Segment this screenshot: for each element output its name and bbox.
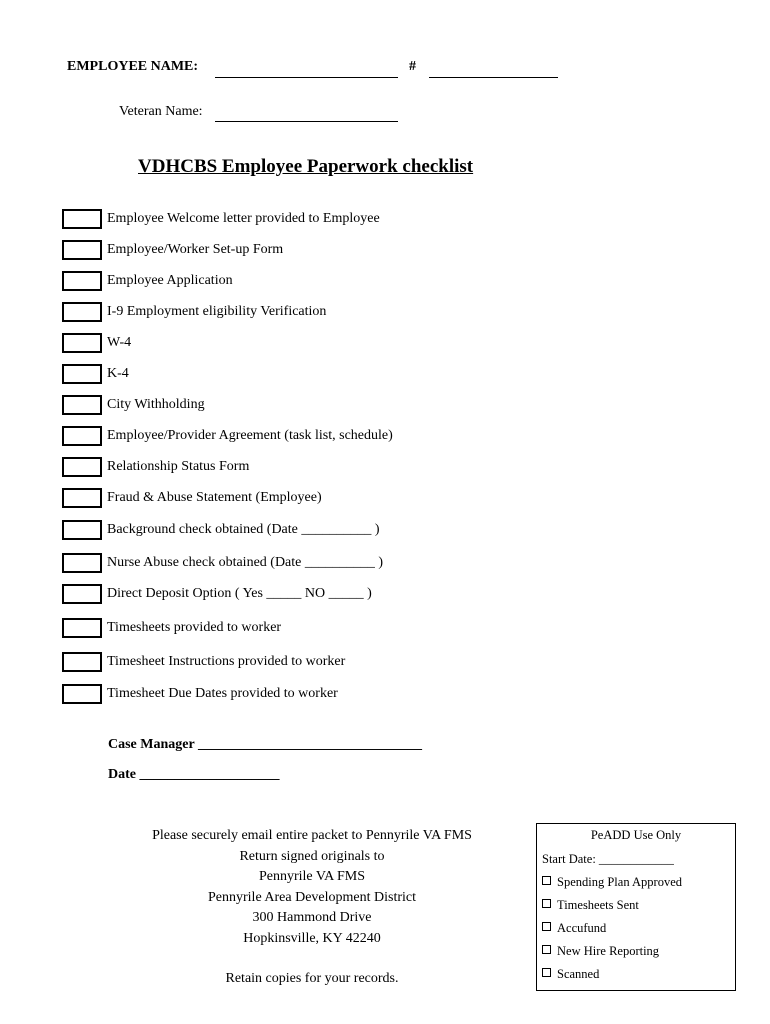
checkbox[interactable] (62, 209, 102, 229)
checkbox[interactable] (62, 584, 102, 604)
checkbox-icon (542, 876, 551, 885)
checklist-item (62, 650, 345, 674)
checkbox[interactable] (62, 364, 102, 384)
checklist-item (62, 207, 380, 231)
mailing-line: Hopkinsville, KY 42240 (243, 930, 381, 946)
office-use-title: PeADD Use Only (590, 828, 682, 842)
checkbox[interactable] (62, 553, 102, 573)
checkbox-icon (542, 945, 551, 954)
date-field[interactable]: Date ____________________ (108, 767, 280, 782)
checklist-item-label: Nurse Abuse check obtained (Date __________ ) (107, 555, 384, 570)
checklist-item-label: Relationship Status Form (107, 459, 250, 474)
checkbox-icon (542, 968, 551, 977)
mailing-line: 300 Hammond Drive (252, 910, 372, 925)
employee-name-label: EMPLOYEE NAME: (67, 59, 199, 74)
checklist-item (62, 238, 283, 262)
mailing-line: Return signed originals to (239, 848, 385, 864)
checkbox[interactable] (62, 333, 102, 353)
checklist-item (62, 331, 131, 355)
checklist-item (62, 582, 372, 606)
checklist-item-label: Employee Welcome letter provided to Employee (107, 211, 380, 226)
case-manager-field[interactable]: Case Manager ________________________________ (108, 737, 422, 752)
checklist-item-label: Fraud & Abuse Statement (Employee) (107, 490, 322, 505)
page-title: VDHCBS Employee Paperwork checklist (138, 156, 474, 177)
checkbox[interactable] (62, 271, 102, 291)
mailing-line: Pennyrile VA FMS (258, 869, 366, 884)
checklist-item (62, 300, 326, 324)
checklist-item (62, 393, 205, 417)
checklist-item-label: W-4 (107, 335, 132, 350)
checklist-item (62, 486, 322, 510)
checklist-item (62, 455, 249, 479)
checklist-item-label: Background check obtained (Date __________ ) (107, 522, 380, 537)
checkbox[interactable] (62, 395, 102, 415)
checkbox[interactable] (62, 240, 102, 260)
checklist-item-label: Timesheet Instructions provided to worker (107, 654, 346, 669)
mailing-line: Pennyrile Area Development District (208, 889, 416, 905)
office-use-item[interactable]: Accufund (542, 921, 606, 936)
veteran-name-field[interactable] (215, 121, 398, 122)
checklist-item-label: Timesheet Due Dates provided to worker (107, 686, 338, 701)
office-use-item[interactable]: Timesheets Sent (542, 898, 639, 913)
mailing-instructions (120, 826, 504, 990)
mailing-line: Please securely email entire packet to Pennyrile VA FMS (152, 828, 472, 843)
checkbox[interactable] (62, 520, 102, 540)
retain-copies-note: Retain copies for your records. (225, 971, 399, 986)
employee-name-field[interactable] (215, 77, 398, 78)
checklist-item (62, 616, 281, 640)
employee-number-label: # (409, 59, 416, 74)
checklist-item-label: I-9 Employment eligibility Verification (107, 304, 327, 319)
checklist-item-label: Timesheets provided to worker (107, 620, 282, 635)
checklist-item-label: K-4 (107, 366, 129, 381)
office-use-item[interactable]: New Hire Reporting (542, 944, 659, 959)
checklist-item-label: Employee Application (107, 273, 233, 288)
employee-number-field[interactable] (429, 77, 558, 78)
checklist-item (62, 269, 233, 293)
checkbox[interactable] (62, 457, 102, 477)
veteran-name-label: Veteran Name: (119, 104, 203, 119)
checklist-item (62, 551, 383, 575)
office-use-item[interactable]: Scanned (542, 967, 599, 982)
checklist-item (62, 362, 129, 386)
checkbox[interactable] (62, 618, 102, 638)
checklist-item (62, 518, 380, 542)
checkbox[interactable] (62, 426, 102, 446)
checklist-item-label: Employee/Provider Agreement (task list, schedule) (107, 428, 393, 443)
start-date-field[interactable]: Start Date: ____________ (542, 852, 674, 866)
checklist-item (62, 682, 338, 706)
checkbox-icon (542, 899, 551, 908)
checkbox[interactable] (62, 684, 102, 704)
office-use-box (536, 823, 736, 991)
checklist-item-label: Employee/Worker Set-up Form (107, 242, 284, 257)
checkbox[interactable] (62, 488, 102, 508)
checklist-item-label: City Withholding (107, 397, 205, 412)
checklist-item (62, 424, 393, 448)
office-use-item[interactable]: Spending Plan Approved (542, 875, 682, 890)
checkbox[interactable] (62, 652, 102, 672)
checklist-item-label: Direct Deposit Option ( Yes _____ NO _____ ) (107, 586, 372, 601)
checkbox-icon (542, 922, 551, 931)
checkbox[interactable] (62, 302, 102, 322)
